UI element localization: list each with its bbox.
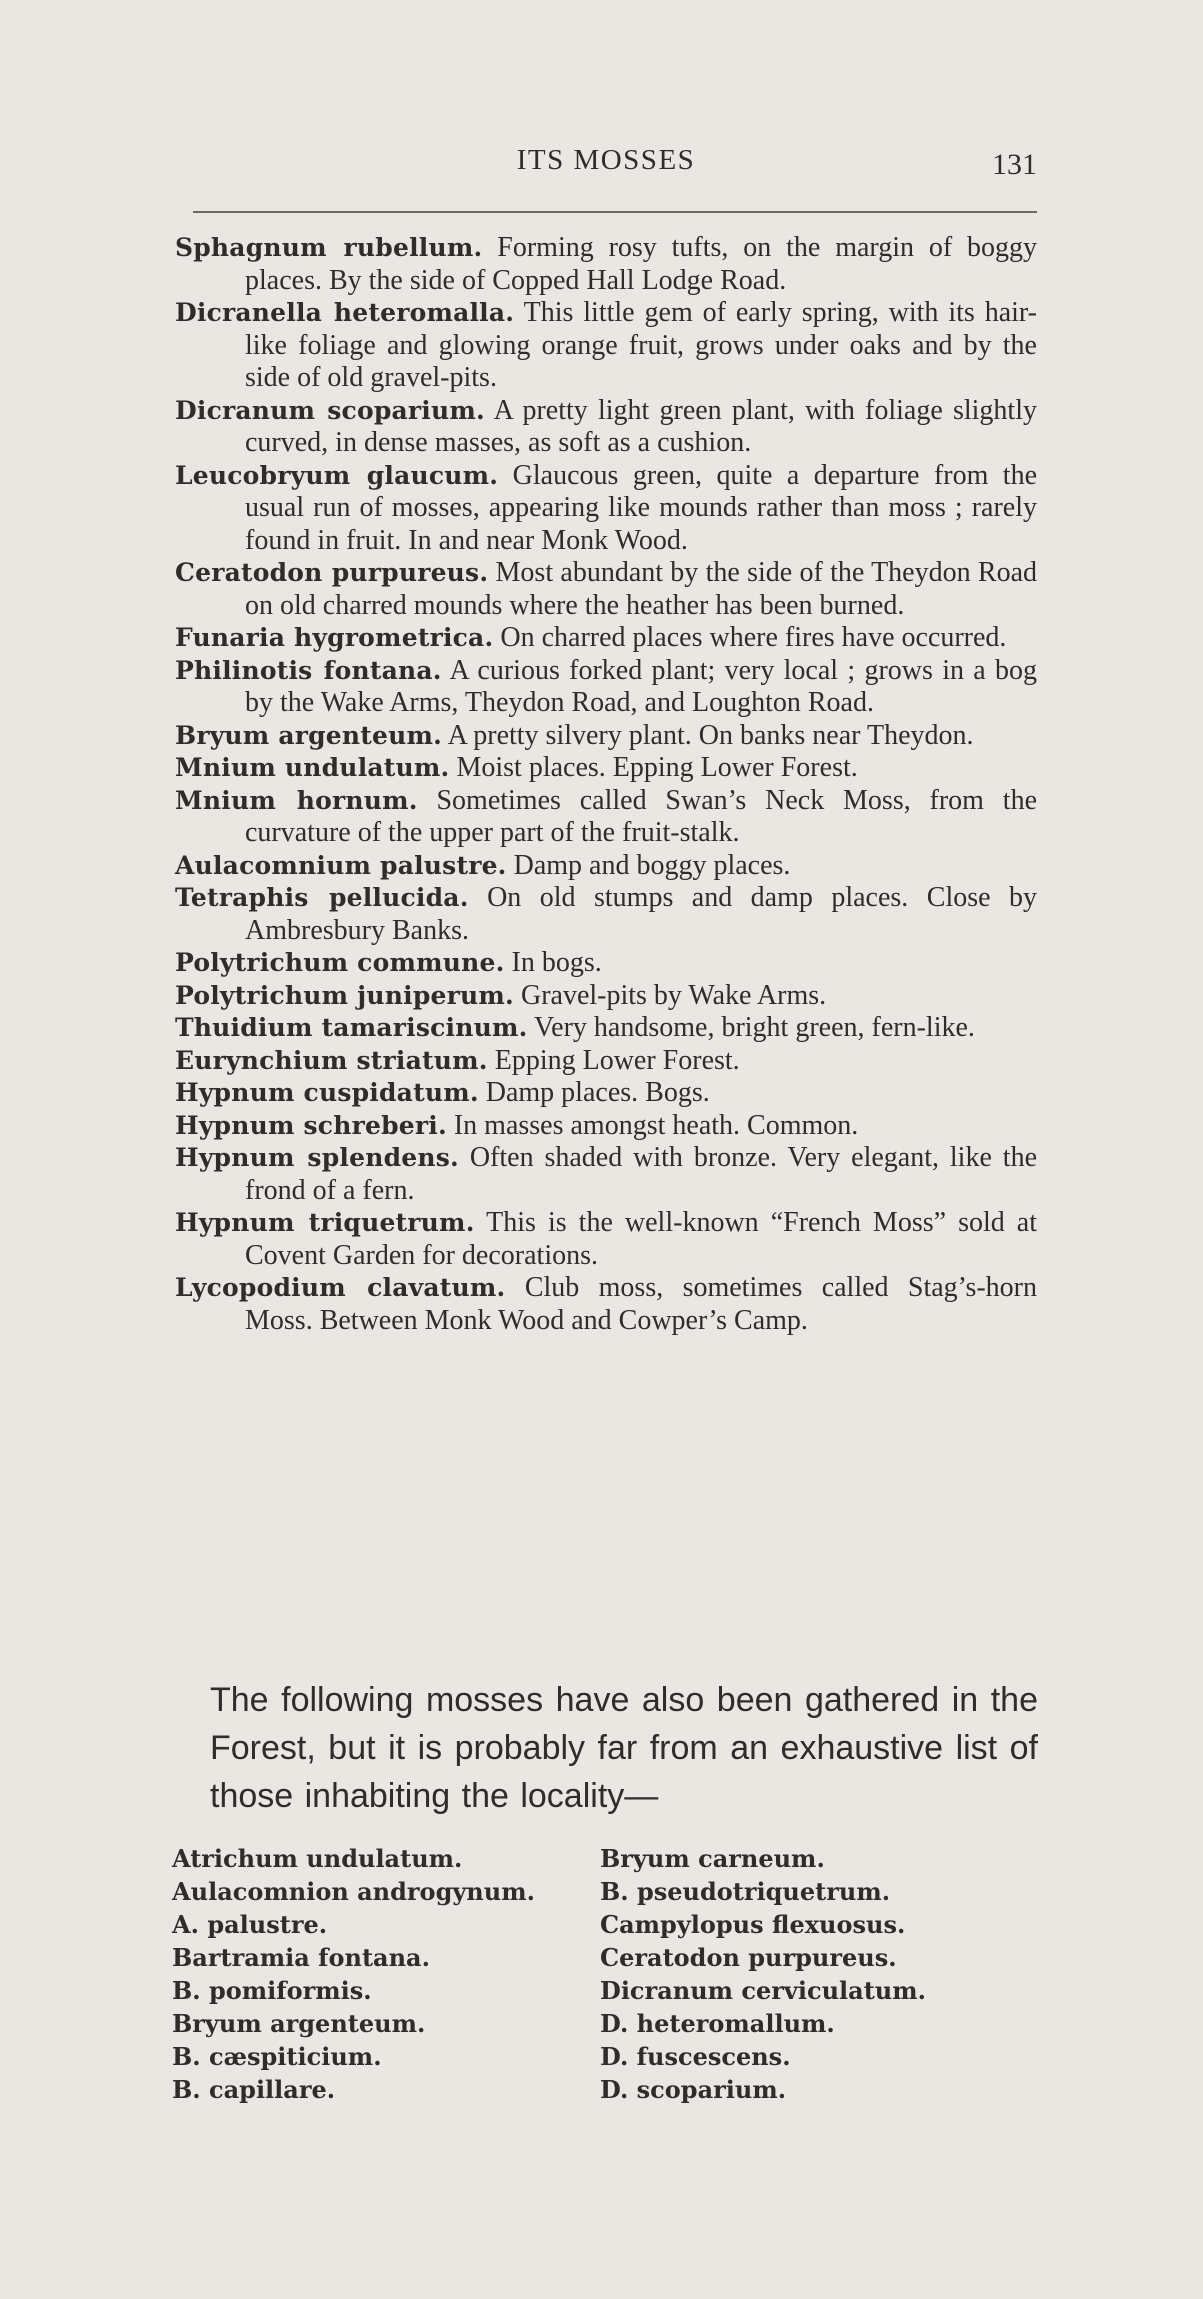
entry-text: In masses amongst heath. Common. [453,1109,859,1141]
entry-name: Ceratodon purpureus. [175,558,489,587]
moss-entry [175,297,1037,395]
moss-entry [175,557,1037,622]
moss-entry [175,1012,1037,1045]
entry-name: Hypnum schreberi. [175,1110,447,1140]
moss-entry [175,882,1037,947]
entry-name: Polytrichum commune. [175,948,505,977]
list-item: B. capillare. [172,2075,336,2104]
list-item: Bryum carneum. [600,1844,825,1873]
entry-text: Forming rosy tufts, on the margin of boggy places. By the side of Copped Hall Lodge Road. [245,232,1038,296]
running-head: ITS MOSSES [516,144,696,176]
entry-text: Epping Lower Forest. [494,1044,740,1076]
list-item: Aulacomnion androgynum. [172,1877,535,1906]
entry-text: Damp and boggy places. [513,849,791,881]
entry-name: Aulacomnium palustre. [175,850,507,880]
entry-name: Dicranella heteromalla. [175,298,515,327]
list-item: B. pseudotriquetrum. [600,1877,891,1906]
list-item: D. heteromallum. [600,2009,835,2038]
moss-entry [175,947,1037,980]
entry-name: Mnium hornum. [175,785,418,815]
list-item: Ceratodon purpureus. [600,1943,897,1972]
entry-name: Mnium undulatum. [175,753,450,782]
entry-name: Sphagnum rubellum. [175,233,483,262]
entry-text: Most abundant by the side of the Theydon Road on old charred mounds where the heather has been burned. [245,557,1037,621]
entry-name: Eurynchium striatum. [175,1045,488,1075]
moss-entry [175,1207,1037,1272]
entry-text: Glaucous green, quite a departure from the usual run of mosses, appearing like mounds rather than moss ; rarely found in fruit. In and near Monk Wood. [245,459,1037,556]
entry-text: A curious forked plant; very local ; grows in a bog by the Wake Arms, Theydon Road, and Loughton Road. [245,654,1037,718]
list-item: Bryum argenteum. [172,2009,426,2038]
moss-entry [175,1142,1037,1207]
moss-entry [175,752,1037,785]
entry-text: Often shaded with bronze. Very elegant, like the frond of a fern. [245,1142,1037,1206]
list-item: B. pomiformis. [172,1976,372,2005]
entry-text: Sometimes called Swan’s Neck Moss, from the curvature of the upper part of the fruit-stalk. [245,784,1037,848]
entry-text: Gravel-pits by Wake Arms. [520,979,827,1011]
moss-entry [175,460,1037,558]
entry-text: Club moss, sometimes called Stag’s-horn Moss. Between Monk Wood and Cowper’s Camp. [245,1272,1037,1336]
moss-entry [175,1110,1037,1143]
page-number: 131 [992,148,1037,181]
intro-paragraph: The following mosses have also been gathered in the Forest, but it is probably far from an exhaustive list of those inhabiting the locality— [210,1681,1038,1815]
list-item: A. palustre. [172,1910,328,1939]
entry-name: Philinotis fontana. [175,655,442,685]
entry-text: Moist places. Epping Lower Forest. [456,752,858,783]
entry-text: This little gem of early spring, with its hair-like foliage and glowing orange fruit, grows under oaks and by the side of old gravel-pits. [245,297,1037,393]
entry-name: Funaria hygrometrica. [175,623,494,652]
entry-text: In bogs. [511,947,602,978]
list-item: Bartramia fontana. [172,1943,430,1972]
entry-name: Polytrichum juniperum. [175,980,514,1010]
entry-text: On charred places where fires have occurred. [500,622,1007,653]
page-header [175,140,1037,190]
entry-name: Dicranum scoparium. [175,395,485,425]
entry-name: Hypnum cuspidatum. [175,1078,479,1107]
entry-name: Thuidium tamariscinum. [175,1013,528,1042]
entry-text: Very handsome, bright green, fern-like. [534,1012,975,1043]
moss-entries [175,232,1037,1337]
list-item: D. fuscescens. [600,2042,791,2071]
entry-text: A pretty silvery plant. On banks near Theydon. [447,719,974,751]
entry-name: Leucobryum glaucum. [175,460,499,490]
header-rule [193,211,1037,213]
entry-text: This is the well-known “French Moss” sold at Covent Garden for decorations. [245,1207,1037,1271]
entry-text: On old stumps and damp places. Close by Ambresbury Banks. [245,882,1037,946]
moss-entry [175,1272,1037,1337]
list-item: Campylopus flexuosus. [600,1910,906,1939]
entry-name: Hypnum triquetrum. [175,1208,475,1237]
moss-entry [175,1045,1037,1078]
entry-name: Tetraphis pellucida. [175,883,469,912]
list-item: Atrichum undulatum. [172,1844,463,1873]
entry-name: Hypnum splendens. [175,1143,459,1172]
list-item: B. cæspiticium. [172,2042,382,2071]
moss-entry [175,395,1037,460]
moss-entry [175,655,1037,720]
moss-entry [175,1077,1037,1110]
list-item: D. scoparium. [600,2075,787,2104]
entry-name: Bryum argenteum. [175,720,443,750]
moss-entry [175,622,1037,655]
moss-list-right [600,1842,926,2106]
list-item: Dicranum cerviculatum. [600,1976,926,2005]
moss-entry [175,232,1037,297]
moss-entry [175,980,1037,1013]
moss-entry [175,850,1037,883]
moss-entry [175,720,1037,753]
moss-list-left [172,1842,535,2106]
moss-entry [175,785,1037,850]
entry-name: Lycopodium clavatum. [175,1273,506,1302]
entry-text: Damp places. Bogs. [485,1077,710,1108]
entry-text: A pretty light green plant, with foliage slightly curved, in dense masses, as soft as a cushion. [245,394,1037,458]
